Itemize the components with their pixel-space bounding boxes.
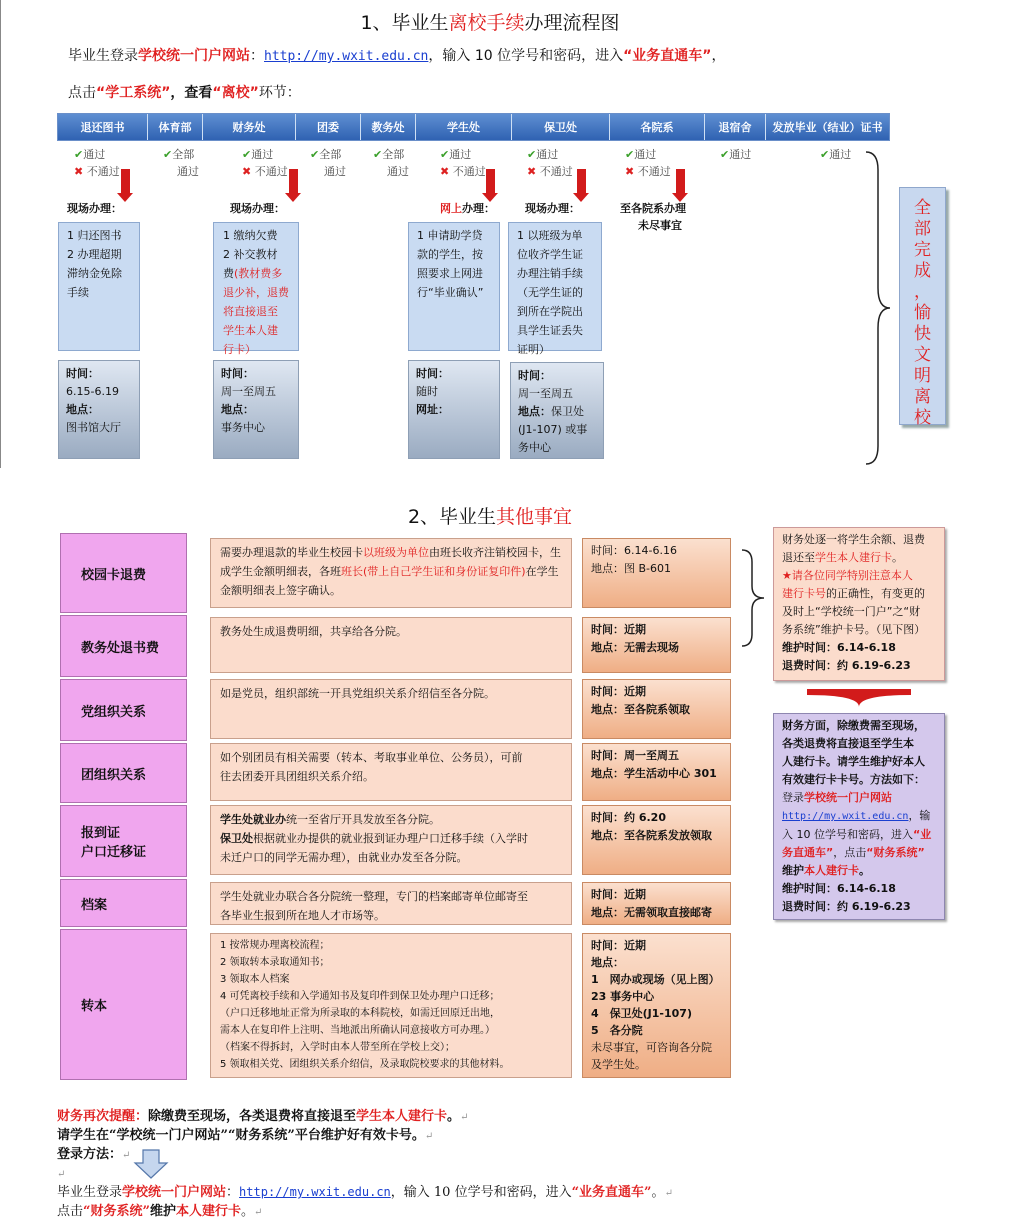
footer-text: 毕业生登录 — [57, 1185, 123, 1200]
status-finance — [242, 146, 288, 180]
banner-char: 全 — [914, 198, 931, 218]
place-value: 务中心 — [518, 441, 551, 454]
status-all-pass: 通过 — [177, 165, 199, 178]
intro-text: 环节： — [258, 85, 301, 101]
check-icon: ✔ — [720, 148, 730, 161]
time-label: 时间： — [416, 367, 449, 380]
place-value: (J1-107) 或事 — [518, 423, 588, 436]
portal-name: 学校统一门户网站 — [122, 1185, 227, 1200]
desc-text: 园卡，生成学生金额明细表，各班 — [220, 546, 561, 578]
dept-security: 保卫处 — [512, 114, 610, 140]
library-time-box — [58, 360, 140, 459]
paragraph-mark: ↵ — [122, 1150, 131, 1161]
check-icon: ✔ — [527, 148, 537, 161]
mode-label: 办理： — [462, 202, 495, 215]
desc-textbook-refund: 教务处生成退费明细，共享给各分院。 — [210, 617, 572, 673]
desc-text: 根据就业办提供的就业报到证办理户口迁移手续（入学时 — [253, 832, 528, 845]
down-arrow-icon — [121, 169, 130, 195]
title-highlight: 其他事宜 — [496, 506, 573, 528]
footer-line-5 — [57, 1183, 673, 1203]
finance-steps — [213, 222, 299, 356]
desc-campus-card — [210, 538, 572, 608]
place-value: 保卫处 — [551, 405, 584, 418]
desc-text: 3 领取本人档案 — [220, 974, 290, 985]
completion-banner — [899, 187, 946, 428]
desc-text: 在学生金额明细表上签字确认。 — [220, 565, 559, 597]
cross-icon: ✖ — [625, 165, 635, 178]
reminder-text: 除缴费至现场，各类退费将直接退至 — [148, 1109, 357, 1124]
intro-line-1 — [68, 46, 726, 67]
intro-text: 点击 — [68, 85, 96, 101]
cross-icon: ✖ — [242, 165, 252, 178]
step-text: 1 归还图书 — [67, 229, 122, 242]
intro-text: ： — [250, 48, 264, 64]
status-youth-league — [310, 146, 346, 180]
paragraph-mark: ↵ — [57, 1169, 66, 1180]
footer-line-2 — [57, 1126, 433, 1146]
banner-char: 离 — [914, 387, 931, 407]
section1-title — [0, 8, 980, 35]
status-fail: 不通过 — [254, 165, 288, 178]
security-time-box — [510, 362, 604, 459]
mode-online: 网上 — [440, 202, 462, 215]
desc-text: 学生处就业办 — [220, 813, 286, 826]
dept-sports: 体育部 — [148, 114, 203, 140]
desc-highlight: 证复印件) — [477, 565, 526, 578]
banner-char: 校 — [914, 408, 931, 428]
desc-highlight: (带上自己学生证和身份 — [363, 565, 478, 578]
step-note: 将直接退至 — [223, 305, 278, 318]
down-arrow-icon — [676, 169, 685, 195]
desc-text: 由班长收齐注销校 — [429, 546, 517, 559]
intro-text: ，查看 — [170, 85, 213, 101]
desc-text: 4 可凭离校手续和入学通知书及复印件到保卫处办理户口迁移； — [220, 991, 500, 1002]
card-name: 本人建行卡 — [176, 1204, 242, 1219]
status-fail: 不通过 — [452, 165, 486, 178]
step-text: 办理注销手续 — [517, 267, 583, 280]
footer-text: 请学生在“学校统一门户网站”“财务系统”平台维护好有效卡号。 — [57, 1128, 425, 1143]
portal-link[interactable]: http://my.wxit.edu.cn — [782, 811, 909, 822]
note-highlight: ★请各位同学特别注意 — [782, 569, 891, 582]
status-all-pass: 通过 — [387, 165, 409, 178]
note-highlight: 务直通车” — [782, 846, 834, 859]
cross-icon: ✖ — [527, 165, 537, 178]
place-label: 地点： — [518, 405, 551, 418]
place-value: 地点：学生活动中心 301 — [591, 767, 717, 780]
time-value: 6.15-6.19 — [66, 385, 119, 398]
time-transfer — [582, 933, 731, 1078]
step-text: （无学生证的 — [517, 286, 583, 299]
cross-icon: ✖ — [74, 165, 84, 178]
desc-highlight: 以班级为单位 — [363, 546, 429, 559]
desc-archive — [210, 882, 572, 925]
check-icon: ✔ — [242, 148, 252, 161]
place-value: 1 网办或现场（见上图） — [591, 973, 720, 986]
step-text: 位收齐学生证 — [517, 248, 583, 261]
college-note-1: 至各院系办理 — [620, 202, 686, 215]
step-text: 到所在学院出 — [517, 305, 583, 318]
desc-text: 如个别团员有相关需要（转本、考取事业单位、公务员），可前 — [220, 751, 523, 764]
leave-name: “离校” — [212, 85, 259, 101]
title-part: 1、毕业生 — [360, 12, 449, 34]
status-certificate — [820, 146, 851, 163]
footer-text: 维护 — [149, 1204, 176, 1219]
time-campus-card — [582, 538, 731, 608]
desc-text: 1 按常规办理离校流程； — [220, 940, 330, 951]
system-name: “财务系统” — [83, 1204, 150, 1219]
note-highlight: 本人 — [890, 569, 913, 582]
note-highlight: 建行卡号 — [782, 587, 826, 600]
footer-text: ： — [226, 1185, 240, 1200]
right-brace-icon — [738, 548, 768, 648]
dept-finance: 财务处 — [203, 114, 296, 140]
business-link-name: “业务直通车” — [623, 48, 712, 64]
paragraph-mark: ↵ — [460, 1112, 469, 1123]
dept-student-affairs: 学生处 — [416, 114, 512, 140]
reminder-label: 财务再次提醒： — [57, 1109, 149, 1124]
step-note: 学生本人建 — [223, 324, 278, 337]
category-text: 报到证 — [81, 826, 121, 841]
mode-student — [440, 200, 495, 216]
note-text: ，点击 — [833, 846, 867, 859]
paragraph-mark: ↵ — [664, 1188, 673, 1199]
note-text: 各类退费将直接退至学生本 — [782, 737, 914, 750]
time-league-relation — [582, 743, 731, 801]
category-party-relation: 党组织关系 — [60, 679, 187, 741]
step-text: 手续 — [67, 286, 89, 299]
note-text: 登录 — [782, 791, 804, 804]
dept-colleges: 各院系 — [610, 114, 705, 140]
category-report-card — [60, 805, 187, 877]
footer-reminder — [57, 1107, 468, 1127]
time-value: 周一至周五 — [518, 387, 573, 400]
time-label: 时间： — [221, 367, 254, 380]
note-text: 入 10 位学号和密码，进入 — [782, 828, 913, 841]
banner-char: 文 — [914, 345, 931, 365]
note-highlight: “业 — [913, 828, 932, 841]
desc-transfer — [210, 933, 572, 1078]
status-pass: 通过 — [634, 148, 657, 161]
check-icon: ✔ — [310, 148, 320, 161]
banner-char: 明 — [914, 366, 931, 386]
footer-line-6 — [57, 1202, 262, 1222]
intro-text: 毕业生登录 — [68, 48, 138, 64]
note-text: 务系统”维护卡号。（见下图） — [782, 623, 926, 636]
banner-char: 愉 — [914, 303, 931, 323]
refund-time: 退费时间：约 6.19-6.23 — [782, 659, 911, 672]
reminder-text: 。 — [447, 1109, 461, 1124]
mode-library: 现场办理： — [67, 202, 122, 215]
place-label: 地点： — [66, 403, 99, 416]
time-value: 时间：近期 — [591, 623, 646, 636]
banner-char: 成 — [914, 261, 931, 281]
intro-text: ， — [711, 48, 726, 64]
paragraph-mark: ↵ — [424, 1131, 434, 1142]
step-text: 照要求上网进 — [417, 267, 483, 280]
title-part: 办理流程图 — [524, 12, 620, 34]
category-league-relation: 团组织关系 — [60, 743, 187, 803]
dept-dormitory: 退宿舍 — [705, 114, 766, 140]
banner-char: ， — [914, 282, 931, 302]
note-text: 财务处逐一将学生余额、退费 — [782, 533, 925, 546]
down-arrow-icon — [289, 169, 298, 195]
status-pass: 通过 — [729, 148, 752, 161]
footer-text: 。 — [241, 1204, 255, 1219]
step-text: 1 缴纳欠费 — [223, 229, 278, 242]
place-value: 地点：至各院系发放领取 — [591, 829, 712, 842]
reminder-highlight: 学生本人建行卡 — [356, 1109, 448, 1124]
step-text: 证明） — [517, 343, 550, 356]
status-pass: 通过 — [449, 148, 472, 161]
place-value: 5 各分院 — [591, 1024, 643, 1037]
desc-text: 未迁户口的同学无需办理），由就业办发至各分院。 — [220, 851, 468, 864]
place-value: 地点：无需领取直接邮寄 — [591, 906, 712, 919]
status-pass: 通过 — [829, 148, 852, 161]
time-label: 时间： — [66, 367, 99, 380]
status-fail: 不通过 — [86, 165, 120, 178]
time-report-card — [582, 805, 731, 875]
check-icon: ✔ — [163, 148, 173, 161]
business-link-name: “业务直通车” — [571, 1185, 652, 1200]
footer-text: 。 — [651, 1185, 665, 1200]
check-icon: ✔ — [440, 148, 450, 161]
category-text: 户口迁移证 — [81, 845, 147, 860]
title-part: 2、毕业生 — [407, 506, 497, 528]
desc-text: 5 领取相关党、团组织关系介绍信，及录取院校要求的其他材料。 — [220, 1059, 510, 1070]
banner-char: 快 — [914, 324, 931, 344]
status-pass: 通过 — [83, 148, 106, 161]
desc-text: 往去团委开具团组织关系介绍。 — [220, 770, 374, 783]
footer-text: 点击 — [57, 1204, 84, 1219]
note-text: 未尽事宜，可咨询各分院 — [591, 1041, 712, 1054]
step-text: 行“毕业确认” — [417, 286, 484, 299]
dept-youth-league: 团委 — [296, 114, 361, 140]
place-value: 地点：至各院系领取 — [591, 703, 690, 716]
time-value: 时间：近期 — [591, 888, 646, 901]
time-label: 时间： — [518, 369, 551, 382]
security-steps — [508, 222, 602, 356]
place-value: 23 事务中心 — [591, 990, 655, 1003]
maintain-time: 维护时间：6.14-6.18 — [782, 882, 896, 895]
down-arrow-icon — [577, 169, 586, 195]
status-academic — [373, 146, 409, 180]
step-note: 行卡） — [223, 343, 256, 356]
note-text: 的正确性，有变更的 — [826, 587, 925, 600]
portal-link[interactable]: http://my.wxit.edu.cn — [239, 1185, 391, 1199]
status-pass: 通过 — [251, 148, 274, 161]
maintain-time: 维护时间：6.14-6.18 — [782, 641, 896, 654]
note-text: 退还至 — [782, 551, 815, 564]
time-value: 随时 — [416, 385, 438, 398]
time-value: 时间：6.14-6.16 — [591, 544, 677, 557]
status-dormitory — [720, 146, 751, 163]
library-steps — [58, 222, 140, 351]
finance-time-box — [213, 360, 299, 459]
step-text: 1 以班级为单 — [517, 229, 583, 242]
footer-text: ，输入 10 位学号和密码，进入 — [390, 1185, 572, 1200]
portal-link[interactable]: http://my.wxit.edu.cn — [264, 49, 429, 64]
step-text: 2 补交教材 — [223, 248, 278, 261]
down-arrow-icon — [486, 169, 495, 195]
category-textbook-refund: 教务处退书费 — [60, 615, 187, 677]
check-icon: ✔ — [373, 148, 383, 161]
note-text: 。 — [892, 551, 903, 564]
note-text: 及时上“学校统一门户”之“财 — [782, 605, 921, 618]
status-security — [527, 146, 573, 180]
note-text: 及学生处。 — [591, 1058, 646, 1071]
step-text: 具学生证丢失 — [517, 324, 583, 337]
mode-colleges — [620, 200, 686, 234]
place-value: 4 保卫处(J1-107) — [591, 1007, 692, 1020]
status-fail: 不通过 — [637, 165, 671, 178]
intro-text: ，输入 10 位学号和密码，进入 — [428, 48, 624, 64]
college-note-2: 未尽事宜 — [638, 219, 682, 232]
note-highlight: “财务系统” — [866, 846, 925, 859]
status-all: 全部 — [319, 148, 342, 161]
desc-league-relation — [210, 743, 572, 801]
url-label: 网址： — [416, 403, 449, 416]
page-border-line — [0, 0, 1, 468]
mode-security: 现场办理： — [525, 202, 580, 215]
step-text: 2 办理超期 — [67, 248, 122, 261]
step-note: (教材费多 — [234, 267, 283, 280]
desc-text: 需要办理退款的毕业生校园卡 — [220, 546, 363, 559]
banner-char: 完 — [914, 240, 931, 260]
place-value: 地点：无需去现场 — [591, 641, 679, 654]
check-icon: ✔ — [74, 148, 84, 161]
dept-academic-affairs: 教务处 — [361, 114, 416, 140]
time-value: 时间：周一至周五 — [591, 749, 679, 762]
note-text: 。 — [859, 864, 870, 877]
time-party-relation — [582, 679, 731, 739]
place-value: 地点： — [591, 956, 624, 969]
time-value: 时间：近期 — [591, 939, 646, 952]
desc-text: 2 领取转本录取通知书； — [220, 957, 330, 968]
down-arrow-icon — [133, 1149, 169, 1179]
desc-text: （户口迁移地址正常为所录取的本科院校，如需迁回原迁出地， — [220, 1008, 500, 1019]
time-value: 时间：约 6.20 — [591, 811, 666, 824]
title-highlight: 离校手续 — [448, 12, 525, 34]
status-library — [74, 146, 120, 180]
status-pass: 通过 — [536, 148, 559, 161]
status-colleges — [625, 146, 671, 180]
time-textbook-refund — [582, 617, 731, 673]
student-time-box — [408, 360, 500, 459]
right-brace-icon — [862, 150, 892, 466]
desc-highlight: 班长 — [341, 565, 363, 578]
note-text: ，输 — [908, 809, 931, 822]
desc-text: （档案不得拆封，入学时由本人带至所在学校上交）； — [220, 1042, 455, 1053]
time-value: 周一至周五 — [221, 385, 276, 398]
place-label: 地点： — [221, 403, 254, 416]
check-icon: ✔ — [820, 148, 830, 161]
note-highlight: 本人建行卡 — [804, 864, 859, 877]
step-text: 滞纳金免除 — [67, 267, 122, 280]
footer-line-3 — [57, 1145, 130, 1165]
time-value: 时间：近期 — [591, 685, 646, 698]
step-text: 款的学生，按 — [417, 248, 483, 261]
status-student — [440, 146, 486, 180]
category-archive: 档案 — [60, 879, 187, 927]
desc-text: 学生处就业办联合各分院统一整理，专门的档案邮寄单位邮寄至 — [220, 890, 528, 903]
desc-text: 统一至省厅开具发放至各分院。 — [286, 813, 440, 826]
banner-char: 部 — [914, 219, 931, 239]
step-note: 退少补，退费 — [223, 286, 289, 299]
note-text: 维护 — [782, 864, 804, 877]
note-highlight: 学生本人建行卡 — [815, 551, 892, 564]
portal-name: 学校统一门户网站 — [138, 48, 250, 64]
intro-line-2 — [68, 83, 301, 103]
step-text: 费 — [223, 267, 234, 280]
note-text: 有效建行卡卡号。方法如下： — [782, 773, 925, 786]
desc-party-relation: 如是党员，组织部统一开具党组织关系介绍信至各分院。 — [210, 679, 572, 739]
dept-library: 退还图书 — [58, 114, 148, 140]
place-value: 地点：图 B-601 — [591, 562, 672, 575]
note-highlight: 学校统一门户网站 — [804, 791, 892, 804]
desc-report-card — [210, 805, 572, 875]
note-text: 财务方面，除缴费需至现场， — [782, 719, 925, 732]
student-steps — [408, 222, 500, 351]
refund-time: 退费时间：约 6.19-6.23 — [782, 900, 911, 913]
section2-title — [0, 502, 980, 529]
place-value: 事务中心 — [221, 421, 265, 434]
time-archive — [582, 882, 731, 925]
department-bar — [57, 113, 890, 141]
footer-text: 登录方法： — [57, 1147, 123, 1162]
status-sports — [163, 146, 199, 180]
paragraph-mark: ↵ — [254, 1207, 263, 1218]
system-name: “学工系统” — [96, 85, 171, 101]
dept-certificate: 发放毕业（结业）证书 — [766, 114, 889, 140]
category-campus-card: 校园卡退费 — [60, 533, 187, 613]
place-value: 图书馆大厅 — [66, 421, 121, 434]
footer-line-4 — [57, 1164, 65, 1184]
mode-finance: 现场办理： — [230, 202, 285, 215]
desc-text: 需本人在复印件上注明、当地派出所确认同意接收方可办理。） — [220, 1025, 495, 1036]
finance-method-note — [773, 713, 945, 920]
cross-icon: ✖ — [440, 165, 450, 178]
status-all: 全部 — [172, 148, 195, 161]
desc-text: 保卫处 — [220, 832, 253, 845]
finance-refund-note — [773, 527, 945, 681]
desc-text: 各毕业生报到所在地人才市场等。 — [220, 909, 385, 922]
step-text: 1 申请助学贷 — [417, 229, 483, 242]
down-arrow-icon — [807, 689, 911, 707]
status-all: 全部 — [382, 148, 405, 161]
status-all-pass: 通过 — [324, 165, 346, 178]
status-fail: 不通过 — [539, 165, 573, 178]
note-text: 人建行卡。请学生维护好本人 — [782, 755, 925, 768]
category-transfer: 转本 — [60, 929, 187, 1080]
check-icon: ✔ — [625, 148, 635, 161]
